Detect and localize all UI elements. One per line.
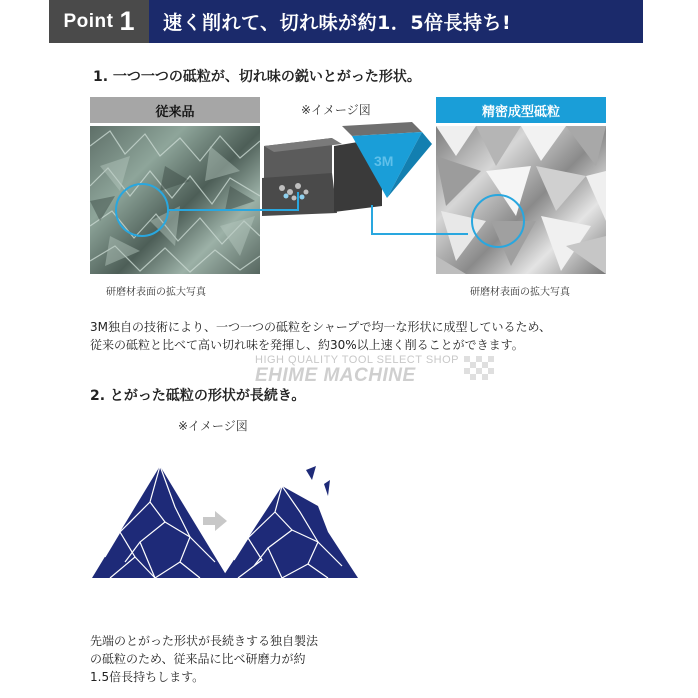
watermark-line2: EHIME MACHINE	[255, 365, 416, 386]
caption-right: 研磨材表面の拡大写真	[470, 287, 570, 298]
watermark-checker-icon	[464, 356, 494, 380]
label-precision: 精密成型砥粒	[436, 97, 606, 123]
section1-body	[90, 318, 650, 354]
header-title: 速く削れて、切れ味が約1．5倍長持ち!	[149, 0, 643, 43]
grain-triangle-after	[220, 462, 360, 582]
image-note-2: ※イメージ図	[178, 419, 248, 433]
micrograph-conventional	[90, 126, 260, 274]
highlight-circle-left	[116, 184, 168, 236]
3m-logo-text: 3M	[374, 153, 394, 169]
section2-body-line3: 1.5倍長持ちします。	[90, 670, 205, 684]
caption-left: 研磨材表面の拡大写真	[106, 287, 206, 298]
point-word: Point	[63, 10, 114, 32]
section2-body-line1: 先端のとがった形状が長続きする独自製法	[90, 634, 319, 648]
micrograph-precision	[436, 126, 606, 274]
watermark-line1: HIGH QUALITY TOOL SELECT SHOP	[255, 354, 460, 366]
point-number: 1	[119, 6, 135, 36]
abrasive-3d-illustration	[262, 118, 434, 218]
section2-body-line2: の砥粒のため、従来品に比べ研磨力が約	[90, 652, 306, 666]
section1-heading: 1. 一つ一つの砥粒が、切れ味の鋭いとがった形状。	[93, 69, 421, 85]
point-badge	[49, 0, 149, 43]
section1-body-line1: 3M独自の技術により、一つ一つの砥粒をシャープで均一な形状に成型しているため、	[90, 320, 552, 334]
section1-body-line2: 従来の砥粒と比べて高い切れ味を発揮し、約30%以上速く削ることができます。	[90, 338, 524, 352]
label-conventional: 従来品	[90, 97, 260, 123]
section2-body	[90, 632, 370, 686]
image-note-1: ※イメージ図	[301, 103, 371, 117]
section2-heading: 2. とがった砥粒の形状が長続き。	[90, 388, 306, 404]
